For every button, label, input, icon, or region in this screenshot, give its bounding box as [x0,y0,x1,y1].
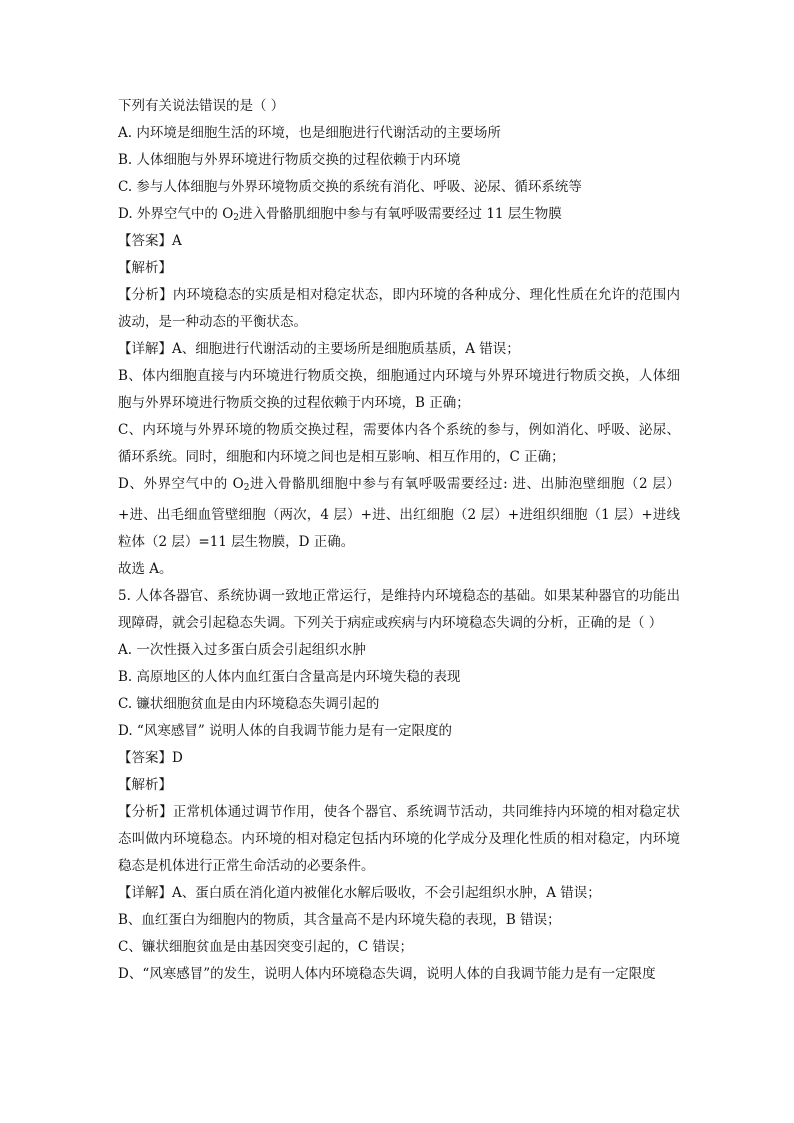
q4-analysis: 【分析】内环境稳态的实质是相对稳定状态，即内环境的各种成分、理化性质在允许的范围内波动，是一种动态的平衡状态。 [118,287,680,330]
q5-answer: 【答案】D [118,750,183,766]
q4-option-a: A. 内环境是细胞生活的环境，也是细胞进行代谢活动的主要场所 [118,125,501,141]
q5-detail-c: C、镰状细胞贫血是由基因突变引起的，C 错误； [118,939,413,955]
q4-option-d-text-rest: 进入骨骼肌细胞中参与有氧呼吸需要经过 11 层生物膜 [239,206,562,222]
q5-stem: 5. 人体各器官、系统协调一致地正常运行，是维持内环境稳态的基础。如果某种器官的功能出现障碍，就会引起稳态失调。下列关于病症或疾病与内环境稳态失调的分析，正确的是（ ） [118,588,680,631]
q4-detail-c: C、内环境与外界环境的物质交换过程，需要体内各个系统的参与，例如消化、呼吸、泌尿、循环系统。同时，细胞和内环境之间也是相互影响、相互作用的，C 正确； [118,422,680,465]
q4-option-d [118,201,680,228]
q4-detail-d-subscript: 2 [243,483,250,493]
q4-analysis-heading: 【解析】 [118,260,172,276]
q4-conclusion: 故选 A。 [118,561,173,577]
q5-detail-d: D、“风寒感冒”的发生，说明人体内环境稳态失调，说明人体的自我调节能力是有一定限度 [118,966,656,982]
q5-option-d: D. “风寒感冒” 说明人体的自我调节能力是有一定限度的 [118,723,453,739]
q4-detail-a: 【详解】A、细胞进行代谢活动的主要场所是细胞质基质，A 错误； [118,341,520,357]
q4-option-c: C. 参与人体细胞与外界环境物质交换的系统有消化、呼吸、泌尿、循环系统等 [118,179,582,195]
q5-option-b: B. 高原地区的人体内血红蛋白含量高是内环境失稳的表现 [118,669,461,685]
q4-option-b: B. 人体细胞与外界环境进行物质交换的过程依赖于内环境 [118,152,461,168]
q4-option-d-text: D. 外界空气中的 O [118,206,234,222]
q5-detail-a: 【详解】A、蛋白质在消化道内被催化水解后吸收，不会引起组织水肿，A 错误； [118,885,601,901]
q5-analysis-heading: 【解析】 [118,777,172,793]
document-content [118,93,680,988]
q4-detail-b: B、体内细胞直接与内环境进行物质交换，细胞通过内环境与外界环境进行物质交换，人体细胞与外界环境进行物质交换的过程依赖于内环境，B 正确； [118,368,680,411]
q5-option-a: A. 一次性摄入过多蛋白质会引起组织水肿 [118,642,366,658]
q4-detail-d-text: D、外界空气中的 O [118,476,244,492]
q5-analysis: 【分析】正常机体通过调节作用，使各个器官、系统调节活动，共同维持内环境的相对稳定状态叫做内环境稳态。内环境的相对稳定包括内环境的化学成分及理化性质的相对稳定，内环境稳态是机体进行正常生命活动的必要条件。 [118,804,680,874]
q4-detail-d [118,471,680,556]
q4-detail-d-text-rest: 进入骨骼肌细胞中参与有氧呼吸需要经过: 进、出肺泡壁细胞（2 层）+进、出毛细血管壁细胞（两次，4 层）+进、出红细胞（2 层）+进组织细胞（1 层）+进线粒体（2 层）=11 层生物膜，D 正确。 [118,476,680,550]
q4-option-d-subscript: 2 [233,213,240,223]
q5-option-c: C. 镰状细胞贫血是由内环境稳态失调引起的 [118,696,380,712]
q4-stem: 下列有关说法错误的是（ ） [118,98,285,114]
q4-answer: 【答案】A [118,233,182,249]
q5-detail-b: B、血红蛋白为细胞内的物质，其含量高不是内环境失稳的表现，B 错误； [118,912,561,928]
